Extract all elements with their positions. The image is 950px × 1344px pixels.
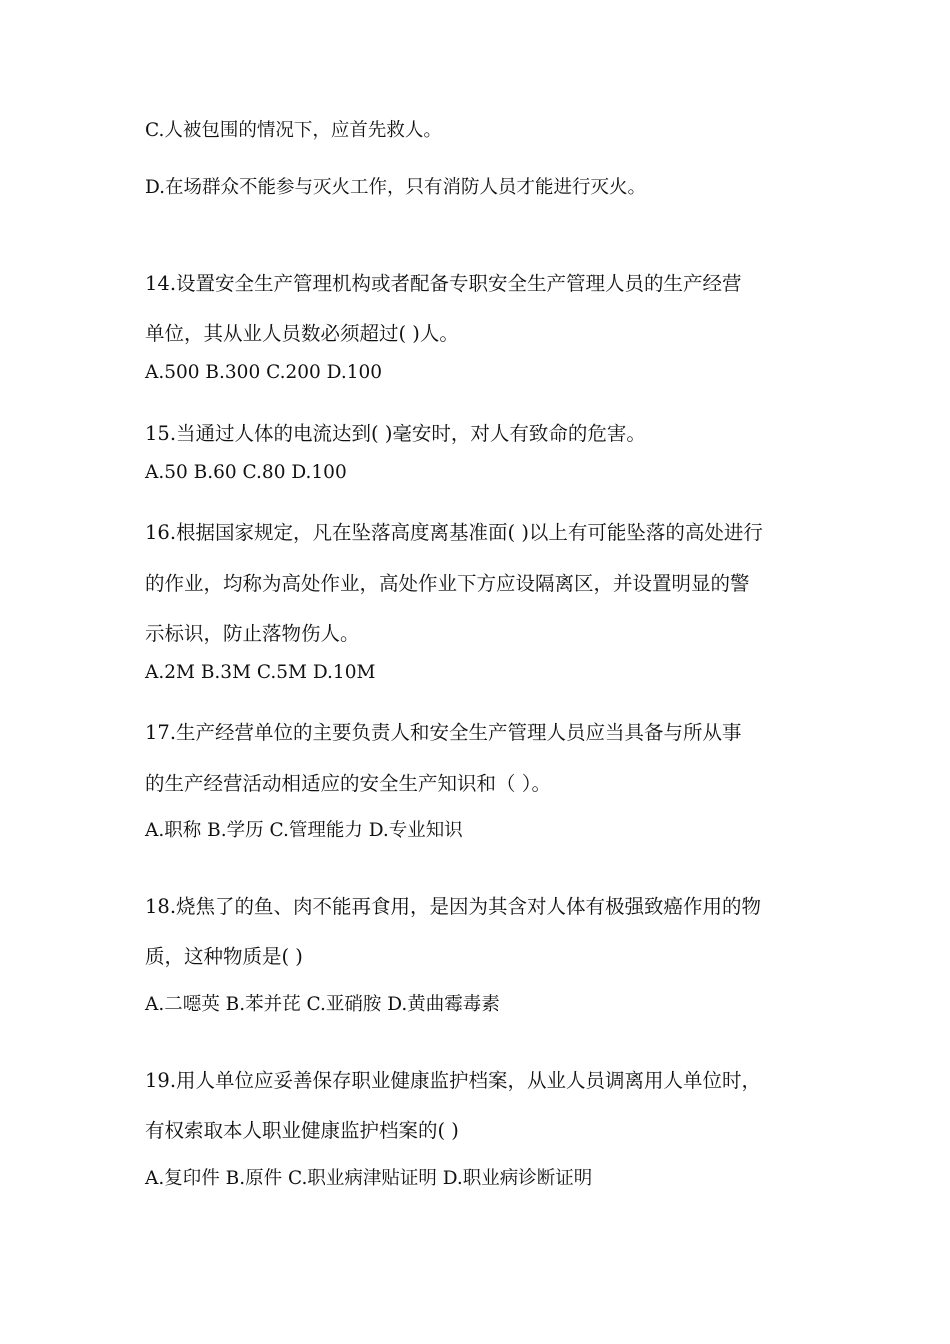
question-14-options: A.500 B.300 C.200 D.100 <box>145 362 383 383</box>
question-19-line-2: 有权索取本人职业健康监护档案的( ) <box>145 1119 459 1142</box>
question-17-options: A.职称 B.学历 C.管理能力 D.专业知识 <box>145 820 463 841</box>
question-16-line-3: 示标识，防止落物伤人。 <box>145 622 360 645</box>
question-17-line-2: 的生产经营活动相适应的安全生产知识和（ ）。 <box>145 772 551 795</box>
question-16-options: A.2M B.3M C.5M D.10M <box>145 662 376 683</box>
question-14-line-1: 14.设置安全生产管理机构或者配备专职安全生产管理人员的生产经营 <box>145 272 742 295</box>
option-c-text: C.人被包围的情况下，应首先救人。 <box>145 120 442 141</box>
question-16-line-2: 的作业，均称为高处作业，高处作业下方应设隔离区，并设置明显的警 <box>145 572 750 595</box>
question-19-line-1: 19.用人单位应妥善保存职业健康监护档案，从业人员调离用人单位时， <box>145 1069 762 1092</box>
question-17-line-1: 17.生产经营单位的主要负责人和安全生产管理人员应当具备与所从事 <box>145 721 742 744</box>
question-15-line-1: 15.当通过人体的电流达到( )毫安时，对人有致命的危害。 <box>145 422 646 445</box>
option-d-text: D.在场群众不能参与灭火工作，只有消防人员才能进行灭火。 <box>145 177 647 198</box>
question-18-line-2: 质，这种物质是( ) <box>145 945 303 968</box>
question-16-line-1: 16.根据国家规定，凡在坠落高度离基准面( )以上有可能坠落的高处进行 <box>145 521 763 544</box>
question-18-options: A.二噁英 B.苯并芘 C.亚硝胺 D.黄曲霉毒素 <box>145 994 500 1015</box>
question-18-line-1: 18.烧焦了的鱼、肉不能再食用，是因为其含对人体有极强致癌作用的物 <box>145 895 762 918</box>
question-14-line-2: 单位，其从业人员数必须超过( )人。 <box>145 322 459 345</box>
question-15-options: A.50 B.60 C.80 D.100 <box>145 462 347 483</box>
question-19-options: A.复印件 B.原件 C.职业病津贴证明 D.职业病诊断证明 <box>145 1168 593 1189</box>
